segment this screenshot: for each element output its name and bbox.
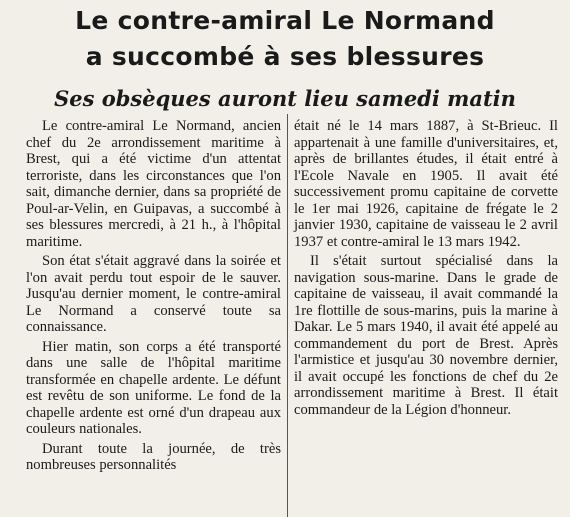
headline-line-2: a succombé à ses blessures (85, 42, 485, 71)
column-divider (287, 114, 288, 517)
right-column (294, 118, 558, 418)
headline-line-1: Le contre-amiral Le Normand (75, 6, 495, 35)
left-column (26, 118, 281, 474)
paragraph: était né le 14 mars 1887, à St-Brieuc. Il appartenait à une famille d'universitaires, et, après de brillantes études, il était entré à l'Ecole Navale en 1905. Il avait été successivement promu capitaine de corvette le 1er mai 1926, capitaine de frégate le 2 janvier 1930, capitaine de vaisseau le 2 avril 1937 et contre-amiral le 13 mars 1942. (294, 118, 558, 250)
paragraph: Durant toute la journée, de très nombreuses personnalités (26, 440, 281, 473)
paragraph: Son état s'était aggravé dans la soirée et l'on avait perdu tout espoir de le sauver. Jusqu'au dernier moment, le contre-amiral Le Normand a conservé toute sa connaissance. (26, 253, 281, 335)
paragraph: Il s'était surtout spécialisé dans la navigation sous-marine. Dans le grade de capitaine de vaisseau, il avait commandé la 1re flottille de sous-marins, puis la marine à Dakar. Le 5 mars 1940, il avait été appelé au commandement du port de Brest. Après l'armistice et jusqu'au 30 novembre dernier, il avait occupé les fonctions de chef du 2e arrondissement maritime à Brest. Il était commandeur de la Légion d'honneur. (294, 253, 558, 418)
paragraph: Hier matin, son corps a été transporté dans une salle de l'hôpital maritime transformée en chapelle ardente. Le défunt est revêtu de son uniforme. Le fond de la chapelle ardente est orné d'un drapeau aux couleurs nationales. (26, 338, 281, 437)
subheadline: Ses obsèques auront lieu samedi matin (54, 86, 516, 111)
paragraph: Le contre-amiral Le Normand, ancien chef du 2e arrondissement maritime à Brest, qui a été victime d'un attentat terroriste, dans les circonstances que l'on sait, dimanche dernier, dans sa propriété de Poul-ar-Velin, en Guipavas, a succombé à ses blessures mercredi, à 21 h., à l'hôpital maritime. (26, 118, 281, 250)
